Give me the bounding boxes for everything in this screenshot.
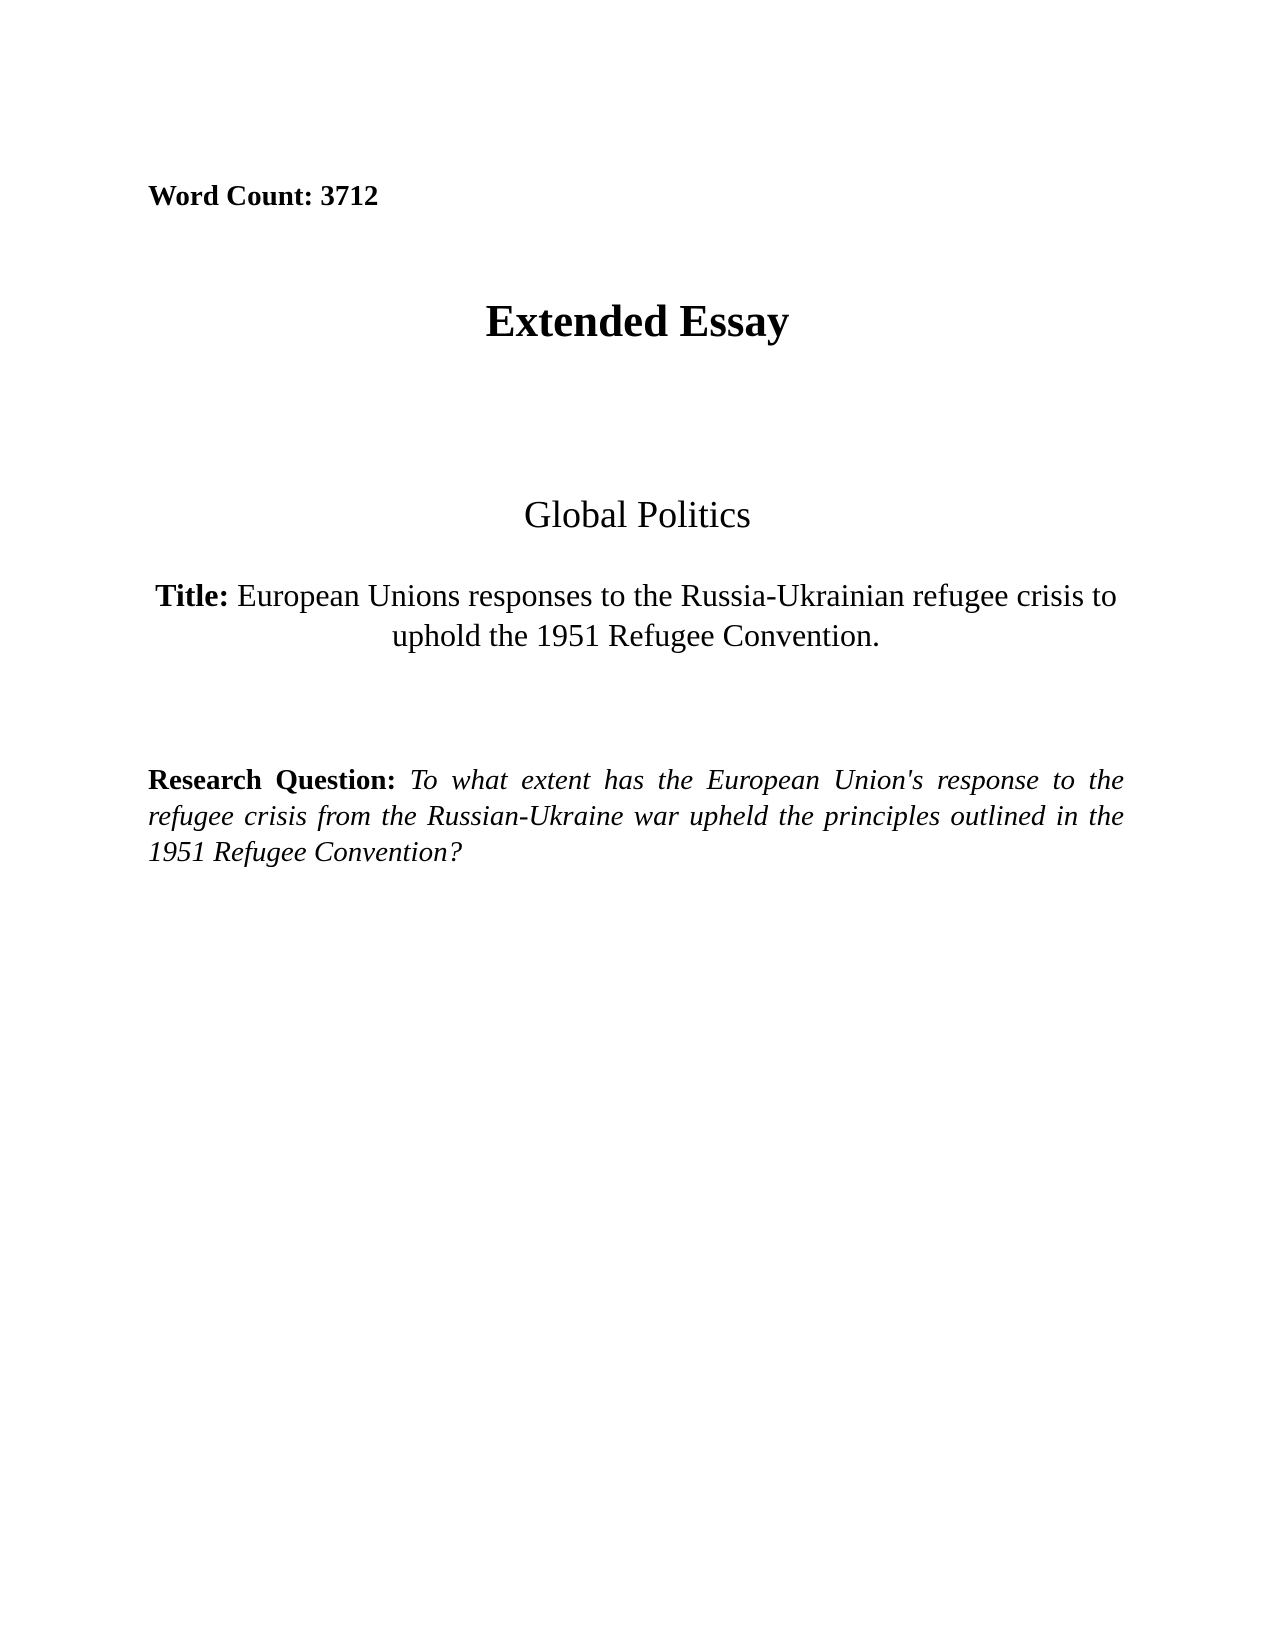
- document-heading: Extended Essay: [485, 296, 790, 346]
- word-count: Word Count: 3712: [148, 180, 379, 212]
- title-text: European Unions responses to the Russia-Ukrainian refugee crisis to uphold the 1951 Refugee Convention.: [229, 577, 1117, 653]
- research-question: [148, 762, 1124, 870]
- essay-title: [148, 575, 1124, 655]
- subject-name: Global Politics: [524, 494, 751, 536]
- research-question-label: Research Question:: [148, 764, 397, 796]
- title-label: Title:: [155, 577, 230, 613]
- research-question-text: To what extent has the European Union's response to the refugee crisis from the Russian-Ukraine war upheld the principles outlined in the 1951 Refugee Convention?: [148, 764, 1124, 868]
